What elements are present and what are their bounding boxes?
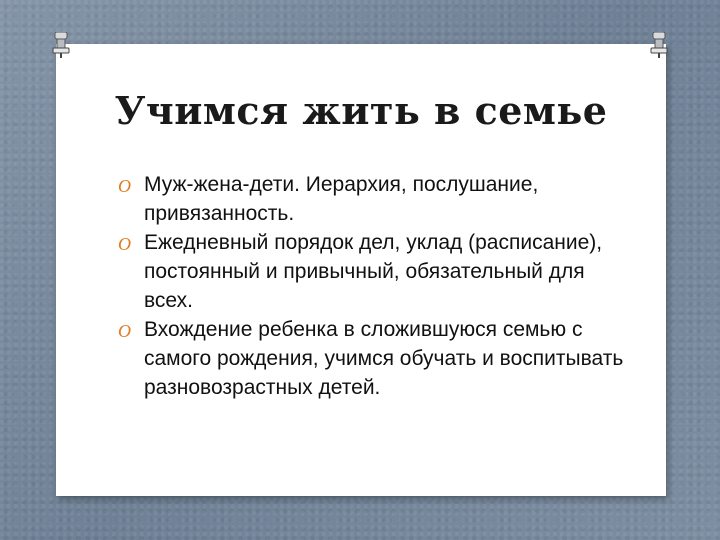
bullet-text: Ежедневный порядок дел, уклад (расписание), постоянный и привычный, обязательный для всех. bbox=[144, 231, 603, 312]
bullet-marker-icon: O bbox=[118, 176, 131, 196]
pushpin-icon bbox=[52, 32, 70, 58]
bullet-marker-icon: O bbox=[118, 321, 131, 341]
bullet-text: Вхождение ребенка в сложившуюся семью с самого рождения, учимся обучать и воспитывать разновозрастных детей. bbox=[144, 318, 624, 399]
bullet-item bbox=[118, 315, 638, 402]
bullet-marker-icon: O bbox=[118, 234, 131, 254]
bullet-text: Муж-жена-дети. Иерархия, послушание, привязанность. bbox=[144, 173, 539, 225]
bullet-list bbox=[118, 170, 638, 402]
slide-title: Учимся жить в семье bbox=[114, 88, 608, 133]
pushpin-icon bbox=[650, 32, 668, 58]
bullet-item bbox=[118, 228, 638, 315]
bullet-item bbox=[118, 170, 638, 228]
